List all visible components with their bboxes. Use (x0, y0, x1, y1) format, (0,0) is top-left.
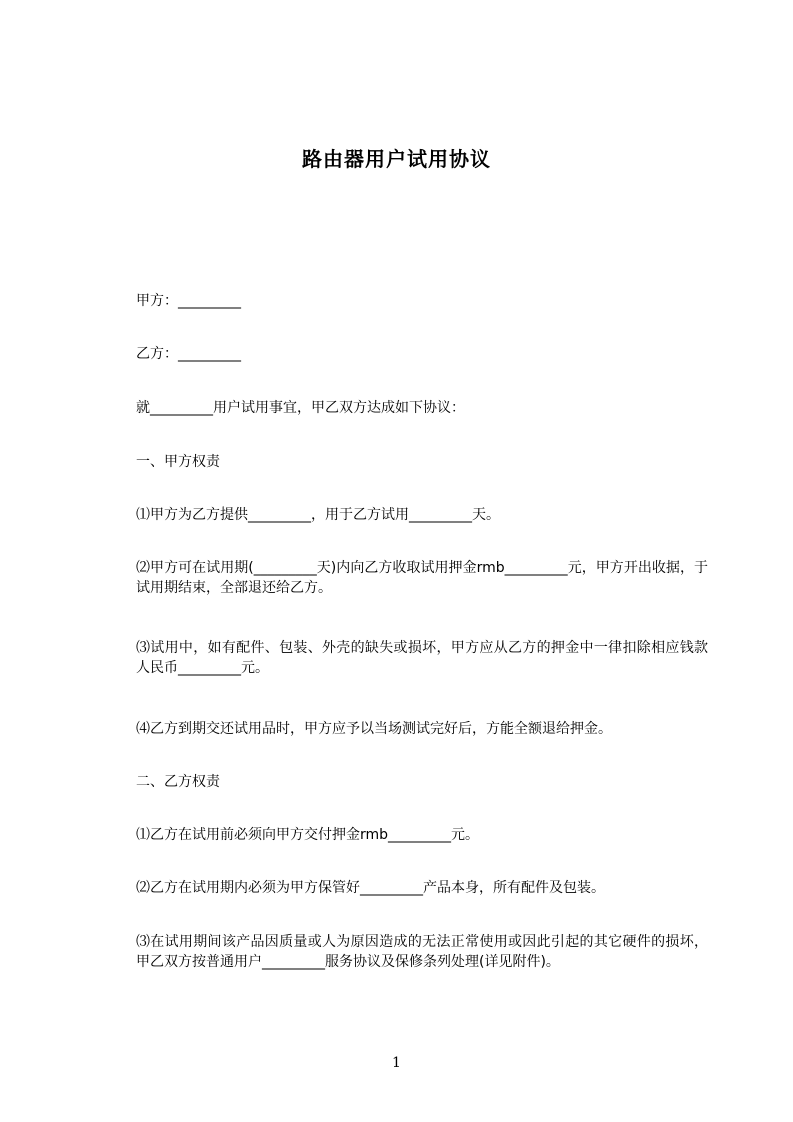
section2-item-1: ⑴乙方在试用前必须向甲方交付押金rmb_________元。 (136, 827, 480, 843)
section1-heading: 一、甲方权责 (136, 454, 220, 470)
section2-item-2: ⑵乙方在试用期内必须为甲方保管好_________产品本身，所有配件及包装。 (136, 880, 605, 896)
intro-paragraph: 就_________用户试用事宜，甲乙双方达成如下协议： (136, 400, 465, 416)
party-a-line: 甲方：_________ (136, 293, 241, 309)
section1-item-1: ⑴甲方为乙方提供_________，用于乙方试用_________天。 (136, 507, 500, 523)
section1-item-2 (136, 558, 708, 598)
section2-heading: 二、乙方权责 (136, 774, 220, 790)
section1-item-4: ⑷乙方到期交还试用品时，甲方应予以当场测试完好后，方能全额退给押金。 (136, 721, 612, 737)
section1-item-3-text: ⑶试用中，如有配件、包装、外壳的缺失或损坏，甲方应从乙方的押金中一律扣除相应钱款人民币_________元。 (136, 640, 708, 676)
party-b-line: 乙方：_________ (136, 346, 241, 362)
section1-item-2-text: ⑵甲方可在试用期(_________天)内向乙方收取试用押金rmb_________元，甲方开出收据，于试用期结束，全部退还给乙方。 (136, 560, 708, 596)
section2-item-3 (136, 932, 708, 972)
document-title: 路由器用户试用协议 (302, 147, 491, 171)
section1-item-3 (136, 638, 708, 678)
page-number: 1 (392, 1055, 401, 1071)
section2-item-3-text: ⑶在试用期间该产品因质量或人为原因造成的无法正常使用或因此引起的其它硬件的损坏，甲乙双方按普通用户_________服务协议及保修条列处理(详见附件)。 (136, 934, 708, 970)
